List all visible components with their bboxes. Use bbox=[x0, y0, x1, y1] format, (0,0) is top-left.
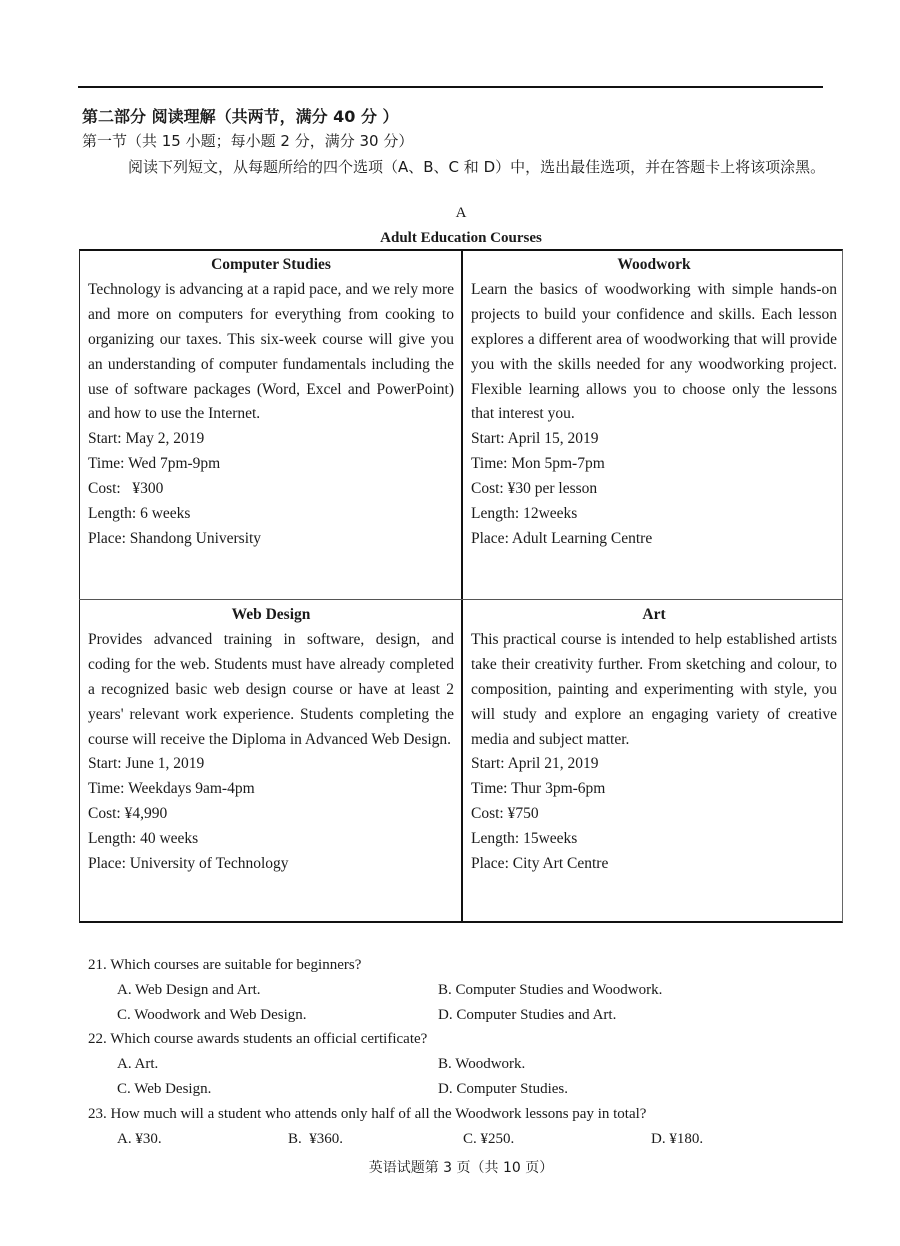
course-place: Place: Shandong University bbox=[88, 529, 262, 547]
question-23 bbox=[88, 1102, 838, 1152]
option-a[interactable]: A. Art. bbox=[117, 1056, 159, 1073]
course-time: Time: Wed 7pm-9pm bbox=[88, 455, 221, 473]
course-title: Art bbox=[642, 606, 666, 623]
course-place: Place: Adult Learning Centre bbox=[471, 529, 653, 547]
course-length: Length: 40 weeks bbox=[88, 830, 199, 848]
passage-letter: A bbox=[455, 205, 467, 221]
option-d[interactable]: D. Computer Studies and Art. bbox=[438, 1006, 617, 1023]
question-stem: 22. Which course awards students an official certificate? bbox=[88, 1031, 428, 1048]
page-footer: 英语试题第 3 页（共 10 页） bbox=[368, 1160, 554, 1176]
table-row-divider bbox=[79, 599, 843, 600]
course-length: Length: 15weeks bbox=[471, 830, 578, 848]
options-row bbox=[88, 1077, 838, 1102]
course-cost: Cost: ¥750 bbox=[471, 805, 539, 823]
course-description: Learn the basics of woodworking with simple hands-on projects to build your confidence and skills. Each lesson explores a different area of woodworking that will provide you with the skills needed for any woodworking project. Flexible learning allows you to choose only the lessons that interest you. bbox=[471, 280, 837, 423]
option-c[interactable]: C. Woodwork and Web Design. bbox=[117, 1006, 307, 1023]
course-length: Length: 6 weeks bbox=[88, 505, 191, 523]
option-b[interactable]: B. Computer Studies and Woodwork. bbox=[438, 981, 663, 998]
option-b[interactable]: B. ¥360. bbox=[288, 1130, 344, 1147]
section-title: 第二部分 阅读理解（共两节，满分 40 分 ） bbox=[82, 107, 399, 126]
subsection-title: 第一节（共 15 小题；每小题 2 分，满分 30 分） bbox=[82, 132, 414, 150]
option-d[interactable]: D. ¥180. bbox=[651, 1130, 704, 1147]
course-title: Computer Studies bbox=[211, 256, 331, 273]
option-c[interactable]: C. ¥250. bbox=[463, 1130, 515, 1147]
option-a[interactable]: A. ¥30. bbox=[117, 1130, 162, 1147]
course-title: Web Design bbox=[231, 606, 311, 623]
course-time: Time: Thur 3pm-6pm bbox=[471, 780, 606, 798]
course-place: Place: City Art Centre bbox=[471, 855, 609, 873]
course-start: Start: April 15, 2019 bbox=[471, 430, 599, 448]
course-cell-computer-studies bbox=[88, 253, 454, 552]
course-place: Place: University of Technology bbox=[88, 855, 289, 873]
course-cost: Cost: ¥4,990 bbox=[88, 805, 168, 823]
option-a[interactable]: A. Web Design and Art. bbox=[117, 981, 261, 998]
options-row bbox=[88, 1003, 838, 1028]
course-start: Start: May 2, 2019 bbox=[88, 430, 205, 448]
course-cell-web-design bbox=[88, 603, 454, 877]
question-22 bbox=[88, 1027, 838, 1101]
course-description: Technology is advancing at a rapid pace, and we rely more and more on computers for everything from cooking to organizing our taxes. This six-week course will give you an understanding of computer fundamentals including the use of software packages (Word, Excel and PowerPoint) and how to use the Internet. bbox=[88, 280, 454, 423]
course-cell-art bbox=[471, 603, 837, 877]
top-rule bbox=[78, 86, 823, 88]
course-time: Time: Mon 5pm-7pm bbox=[471, 455, 605, 473]
course-length: Length: 12weeks bbox=[471, 505, 578, 523]
options-row bbox=[88, 978, 838, 1003]
option-d[interactable]: D. Computer Studies. bbox=[438, 1080, 568, 1097]
course-cell-woodwork bbox=[471, 253, 837, 552]
table-column-divider bbox=[461, 249, 463, 923]
course-cost: Cost: ¥30 per lesson bbox=[471, 480, 598, 498]
question-stem: 21. Which courses are suitable for beginners? bbox=[88, 957, 362, 973]
options-row bbox=[88, 1052, 838, 1077]
option-c[interactable]: C. Web Design. bbox=[117, 1080, 212, 1097]
course-cost: Cost: ¥300 bbox=[88, 480, 164, 498]
questions-section bbox=[88, 953, 838, 1151]
course-time: Time: Weekdays 9am-4pm bbox=[88, 780, 255, 798]
course-start: Start: June 1, 2019 bbox=[88, 755, 205, 773]
course-start: Start: April 21, 2019 bbox=[471, 755, 599, 773]
course-title: Woodwork bbox=[617, 256, 691, 273]
course-description: This practical course is intended to help established artists take their creativity further. From sketching and colour, to composition, painting and experimenting with style, you will study and explore an engaging variety of creative media and subject matter. bbox=[471, 630, 837, 748]
options-row bbox=[88, 1127, 838, 1152]
course-description: Provides advanced training in software, design, and coding for the web. Students must have already completed a recognized basic web design course or have at least 2 years' relevant work experience. Students completing the course will receive the Diploma in Advanced Web Design. bbox=[88, 630, 454, 748]
question-stem: 23. How much will a student who attends only half of all the Woodwork lessons pay in total? bbox=[88, 1105, 647, 1122]
instructions: 阅读下列短文，从每题所给的四个选项（A、B、C 和 D）中，选出最佳选项，并在答题卡上将该项涂黑。 bbox=[128, 158, 826, 176]
option-b[interactable]: B. Woodwork. bbox=[438, 1056, 526, 1073]
passage-title: Adult Education Courses bbox=[380, 230, 542, 246]
question-21 bbox=[88, 953, 838, 1027]
